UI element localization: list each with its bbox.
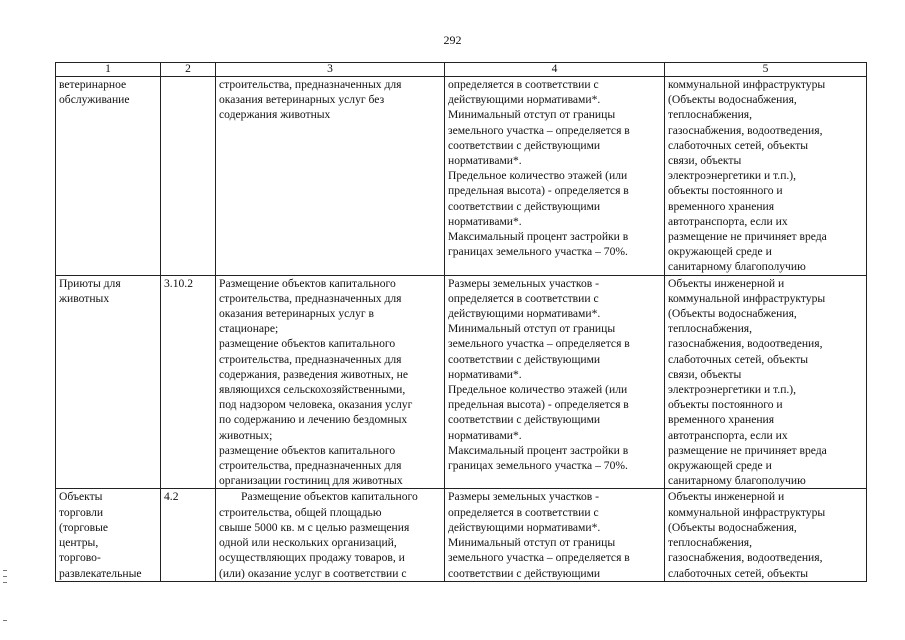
cell-text-line: объекты постоянного и	[668, 398, 783, 412]
cell-text-line: под надзором человека, оказания услуг	[219, 398, 413, 412]
cell-text-line: нормативами*.	[448, 154, 522, 168]
cell-text-line: газоснабжения, водоотведения,	[668, 337, 823, 351]
cell-text-line: автотранспорта, если их	[668, 214, 788, 228]
cell-text-line: слаботочных сетей, объекты	[668, 352, 809, 366]
cell-text-line: строительства, предназначенных для	[219, 352, 402, 366]
scan-artifact	[3, 576, 7, 577]
cell-text-line: Минимальный отступ от границы	[448, 108, 616, 122]
cell-text-line: размещение объектов капитального	[219, 443, 396, 457]
cell-text-line: Максимальный процент застройки в	[448, 443, 629, 457]
cell-text-line: коммунальной инфраструктуры	[668, 78, 826, 91]
cell-text-line: развлекательные	[59, 566, 142, 580]
auxiliary-uses-cell	[665, 489, 867, 581]
cell-text-line: теплоснабжения,	[668, 536, 753, 550]
cell-text-line: животных	[59, 291, 110, 305]
cell-text-line: строительства, предназначенных для	[219, 291, 402, 305]
land-use-table	[55, 62, 867, 582]
cell-text-line: центры,	[59, 536, 99, 550]
cell-text-line: слаботочных сетей, объекты	[668, 138, 809, 152]
parameters-cell	[445, 77, 665, 276]
cell-text-line: обслуживание	[59, 93, 130, 107]
cell-text-line: коммунальной инфраструктуры	[668, 291, 826, 305]
use-name-cell	[56, 489, 161, 581]
table-row	[56, 489, 867, 581]
cell-text-line: предельная высота) - определяется в	[448, 184, 629, 198]
header-cell: 1	[56, 63, 161, 77]
cell-text-line: определяется в соответствии с	[448, 291, 599, 305]
use-description-cell	[216, 77, 445, 276]
cell-text-line: объекты постоянного и	[668, 184, 783, 198]
auxiliary-uses-cell	[665, 77, 867, 276]
table-header-row	[56, 63, 867, 77]
cell-text-line: (торговые	[59, 520, 109, 534]
cell-text-line: окружающей среде и	[668, 459, 772, 473]
cell-text-line: Максимальный процент застройки в	[448, 230, 629, 244]
parameters-cell	[445, 489, 665, 581]
table-row	[56, 77, 867, 276]
cell-text-line: осуществляющих продажу товаров, и	[219, 551, 405, 565]
cell-text-line: соответствии с действующими	[448, 566, 601, 580]
cell-text-line: животных;	[219, 428, 273, 442]
cell-text-line: (Объекты водоснабжения,	[668, 520, 797, 534]
cell-text-line: оказания ветеринарных услуг без	[219, 93, 385, 107]
cell-text-line: автотранспорта, если их	[668, 428, 788, 442]
cell-text-line: по содержанию и лечению бездомных	[219, 413, 408, 427]
cell-text-line: земельного участка – определяется в	[448, 337, 630, 351]
parameters-cell	[445, 275, 665, 489]
use-code-cell: 3.10.2	[161, 275, 216, 489]
cell-text-line: границах земельного участка – 70%.	[448, 459, 628, 473]
cell-text-line: слаботочных сетей, объекты	[668, 566, 809, 580]
cell-text-line: теплоснабжения,	[668, 108, 753, 122]
cell-text-line: содержания животных	[219, 108, 331, 122]
cell-text-line: Приюты для	[59, 276, 121, 290]
cell-text-line: нормативами*.	[448, 214, 522, 228]
cell-text-line: оказания ветеринарных услуг в	[219, 307, 375, 321]
scan-artifact	[3, 582, 7, 583]
cell-text-line: связи, объекты	[668, 367, 742, 381]
cell-text-line: соответствии с действующими	[448, 352, 601, 366]
cell-text-line: соответствии с действующими	[448, 199, 601, 213]
cell-text-line: Объекты инженерной и	[668, 490, 785, 504]
use-description-cell	[216, 489, 445, 581]
cell-text-line: торговли	[59, 505, 104, 519]
cell-text-line: Объекты	[59, 490, 103, 504]
cell-text-line: торгово-	[59, 551, 101, 565]
cell-text-line: организации гостиниц для животных	[219, 474, 403, 488]
page-number: 292	[443, 33, 462, 47]
cell-text-line: стационаре;	[219, 322, 279, 336]
cell-text-line: строительства, предназначенных для	[219, 78, 402, 91]
cell-text-line: строительства, предназначенных для	[219, 459, 402, 473]
auxiliary-uses-cell	[665, 275, 867, 489]
cell-text-line: связи, объекты	[668, 154, 742, 168]
cell-text-line: размещение не причиняет вреда	[668, 443, 827, 457]
cell-text-line: окружающей среде и	[668, 245, 772, 259]
cell-text-line: свыше 5000 кв. м с целью размещения	[219, 520, 410, 534]
cell-text-line: газоснабжения, водоотведения,	[668, 551, 823, 565]
cell-text-line: временного хранения	[668, 199, 775, 213]
cell-text-line: соответствии с действующими	[448, 413, 601, 427]
header-cell: 4	[445, 63, 665, 77]
cell-text-line: (или) оказание услуг в соответствии с	[219, 566, 407, 580]
cell-text-line: санитарному благополучию	[668, 474, 806, 488]
cell-text-line: земельного участка – определяется в	[448, 123, 630, 137]
use-code-cell	[161, 77, 216, 276]
header-cell: 3	[216, 63, 445, 77]
cell-text-line: Минимальный отступ от границы	[448, 536, 616, 550]
use-code-cell: 4.2	[161, 489, 216, 581]
scan-artifact	[3, 570, 7, 571]
cell-text-line: действующими нормативами*.	[448, 93, 601, 107]
cell-text-line: содержания, разведения животных, не	[219, 367, 409, 381]
cell-text-line: Размеры земельных участков -	[448, 490, 600, 504]
cell-text-line: санитарному благополучию	[668, 260, 806, 274]
cell-text-line: газоснабжения, водоотведения,	[668, 123, 823, 137]
cell-text-line: являющихся сельскохозяйственными,	[219, 383, 406, 397]
cell-text-line: действующими нормативами*.	[448, 307, 601, 321]
cell-text-line: электроэнергетики и т.п.),	[668, 169, 797, 183]
cell-text-line: (Объекты водоснабжения,	[668, 307, 797, 321]
header-cell: 5	[665, 63, 867, 77]
cell-text-line: (Объекты водоснабжения,	[668, 93, 797, 107]
cell-text-line: нормативами*.	[448, 428, 522, 442]
cell-text-line: ветеринарное	[59, 78, 127, 91]
cell-text-line: Размещение объектов капитального	[219, 276, 396, 290]
use-name-cell	[56, 77, 161, 276]
cell-text-line: Размещение объектов капитального	[241, 490, 418, 504]
cell-text-line: одной или нескольких организаций,	[219, 536, 397, 550]
cell-text-line: коммунальной инфраструктуры	[668, 505, 826, 519]
table-row	[56, 275, 867, 489]
use-description-cell	[216, 275, 445, 489]
cell-text-line: нормативами*.	[448, 367, 522, 381]
header-cell: 2	[161, 63, 216, 77]
cell-text-line: размещение объектов капитального	[219, 337, 396, 351]
cell-text-line: строительства, общей площадью	[219, 505, 382, 519]
cell-text-line: Объекты инженерной и	[668, 276, 785, 290]
cell-text-line: Предельное количество этажей (или	[448, 169, 628, 183]
cell-text-line: соответствии с действующими	[448, 138, 601, 152]
cell-text-line: Размеры земельных участков -	[448, 276, 600, 290]
cell-text-line: электроэнергетики и т.п.),	[668, 383, 797, 397]
cell-text-line: размещение не причиняет вреда	[668, 230, 827, 244]
cell-text-line: земельного участка – определяется в	[448, 551, 630, 565]
cell-text-line: действующими нормативами*.	[448, 520, 601, 534]
cell-text-line: временного хранения	[668, 413, 775, 427]
cell-text-line: теплоснабжения,	[668, 322, 753, 336]
scan-artifact	[3, 620, 7, 621]
cell-text-line: Предельное количество этажей (или	[448, 383, 628, 397]
use-name-cell	[56, 275, 161, 489]
cell-text-line: границах земельного участка – 70%.	[448, 245, 628, 259]
cell-text-line: предельная высота) - определяется в	[448, 398, 629, 412]
cell-text-line: Минимальный отступ от границы	[448, 322, 616, 336]
cell-text-line: определяется в соответствии с	[448, 505, 599, 519]
cell-text-line: определяется в соответствии с	[448, 78, 599, 91]
